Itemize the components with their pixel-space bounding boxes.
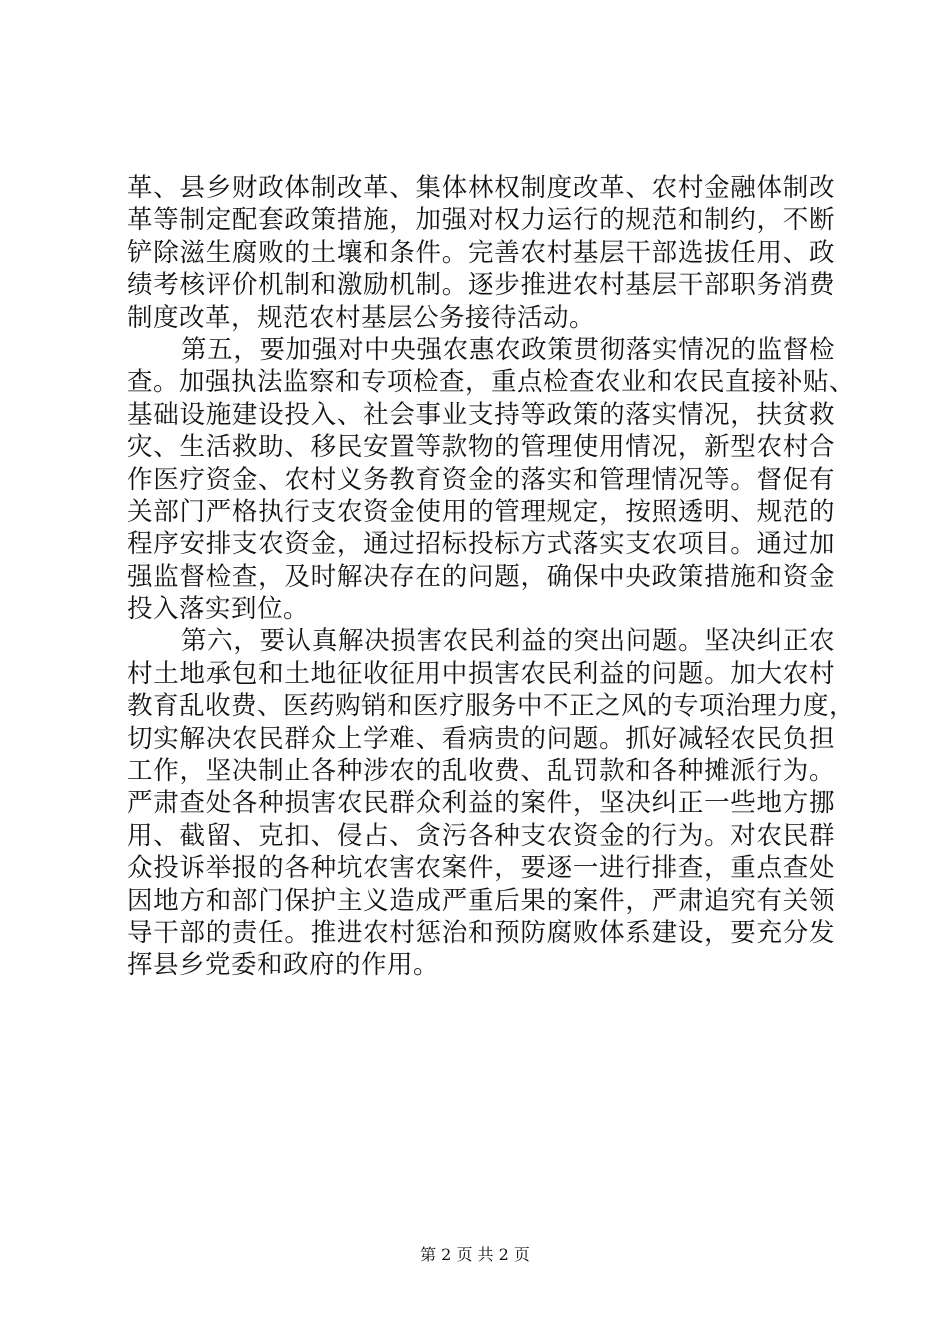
text-line: 铲除滋生腐败的土壤和条件。完善农村基层干部选拔任用、政 bbox=[127, 237, 835, 268]
text-line: 村土地承包和土地征收征用中损害农民利益的问题。加大农村 bbox=[127, 658, 835, 689]
text-line: 绩考核评价机制和激励机制。逐步推进农村基层干部职务消费 bbox=[127, 270, 835, 301]
text-line: 用、截留、克扣、侵占、贪污各种支农资金的行为。对农民群 bbox=[127, 820, 835, 851]
text-line: 因地方和部门保护主义造成严重后果的案件，严肃追究有关领 bbox=[127, 885, 835, 916]
text-line: 投入落实到位。 bbox=[127, 594, 310, 625]
text-line: 挥县乡党委和政府的作用。 bbox=[127, 950, 440, 981]
text-line: 查。加强执法监察和专项检查，重点检查农业和农民直接补贴、 bbox=[127, 367, 856, 398]
text-line: 强监督检查，及时解决存在的问题，确保中央政策措施和资金 bbox=[127, 561, 835, 592]
text-line: 革、县乡财政体制改革、集体林权制度改革、农村金融体制改 bbox=[127, 173, 835, 203]
paragraph-start-line: 第六，要认真解决损害农民利益的突出问题。坚决纠正农 bbox=[181, 626, 835, 657]
page-number-label: 第 2 页 共 2 页 bbox=[420, 1245, 530, 1264]
text-line: 灾、生活救助、移民安置等款物的管理使用情况，新型农村合 bbox=[127, 432, 835, 463]
text-line: 革等制定配套政策措施，加强对权力运行的规范和制约，不断 bbox=[127, 205, 835, 236]
text-line: 制度改革，规范农村基层公务接待活动。 bbox=[127, 302, 596, 333]
text-line: 导干部的责任。推进农村惩治和预防腐败体系建设，要充分发 bbox=[127, 917, 835, 948]
text-line: 严肃查处各种损害农民群众利益的案件，坚决纠正一些地方挪 bbox=[127, 788, 835, 819]
body-text bbox=[127, 172, 856, 982]
text-line: 教育乱收费、医药购销和医疗服务中不正之风的专项治理力度， bbox=[127, 691, 856, 722]
text-line: 切实解决农民群众上学难、看病贵的问题。抓好减轻农民负担 bbox=[127, 723, 835, 754]
text-line: 作医疗资金、农村义务教育资金的落实和管理情况等。督促有 bbox=[127, 464, 835, 495]
text-line: 工作，坚决制止各种涉农的乱收费、乱罚款和各种摊派行为。 bbox=[127, 756, 835, 787]
text-line: 关部门严格执行支农资金使用的管理规定，按照透明、规范的 bbox=[127, 496, 835, 527]
paragraph-start-line: 第五，要加强对中央强农惠农政策贯彻落实情况的监督检 bbox=[181, 334, 835, 365]
text-line: 程序安排支农资金，通过招标投标方式落实支农项目。通过加 bbox=[127, 529, 835, 560]
text-line: 基础设施建设投入、社会事业支持等政策的落实情况，扶贫救 bbox=[127, 399, 835, 430]
text-line: 众投诉举报的各种坑农害农案件，要逐一进行排查，重点查处 bbox=[127, 853, 835, 884]
page-footer bbox=[0, 1244, 950, 1266]
